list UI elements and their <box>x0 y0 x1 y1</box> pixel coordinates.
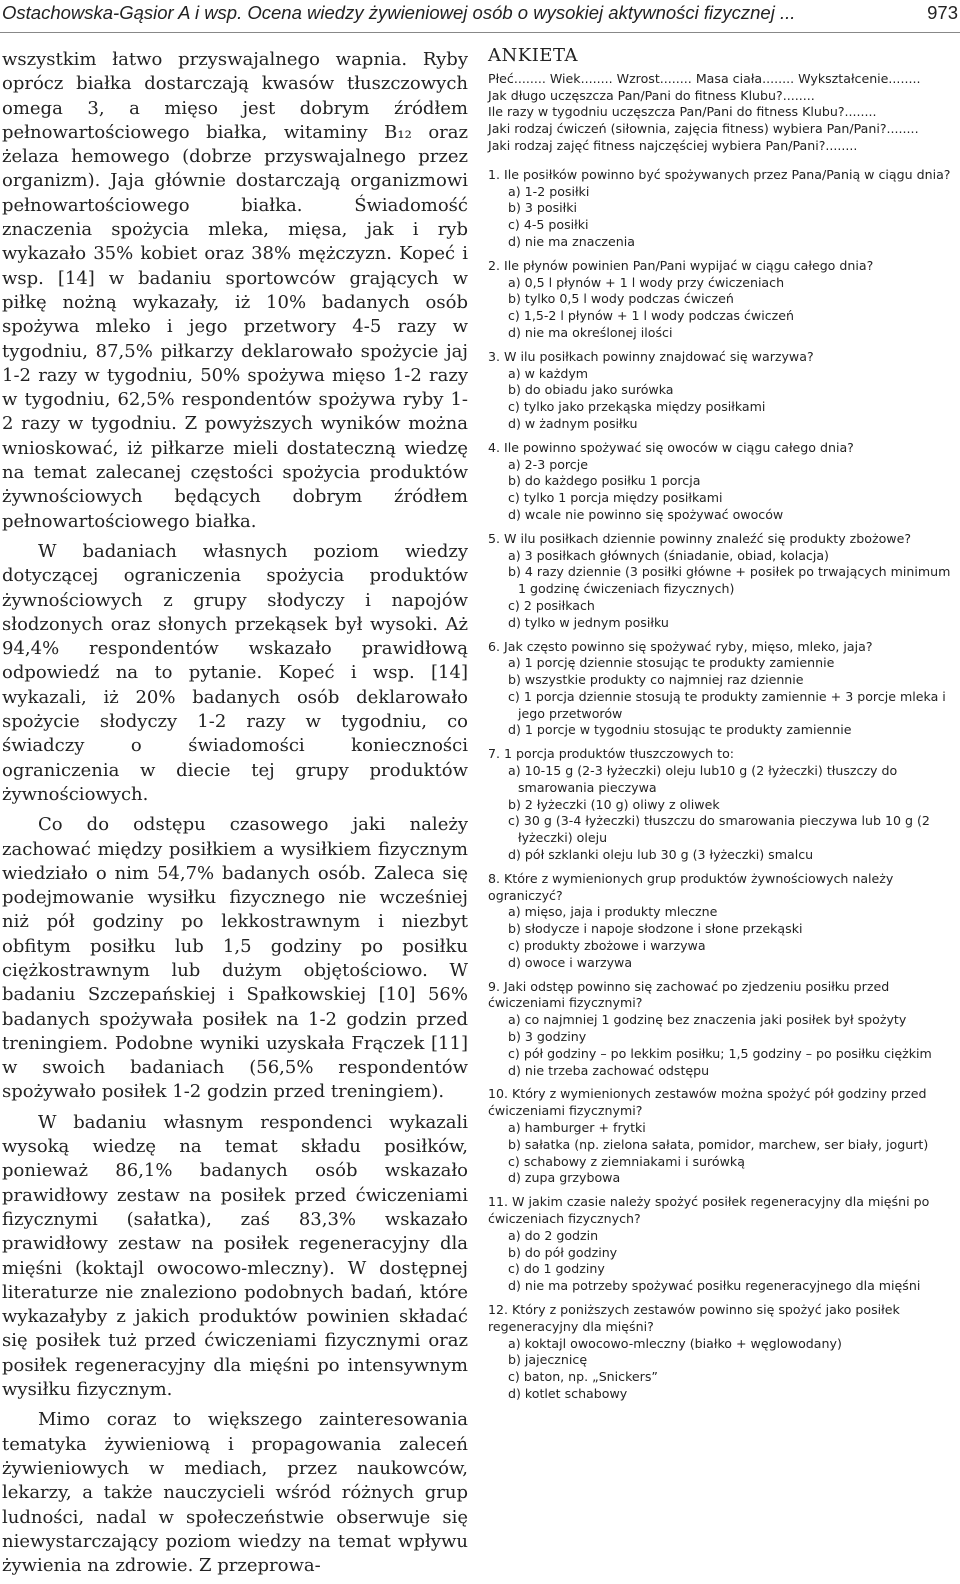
answer-option: c) baton, np. „Snickers” <box>508 1369 658 1385</box>
question-text: 7. 1 porcja produktów tłuszczowych to: <box>488 746 735 762</box>
survey-questions <box>488 167 958 1403</box>
question-text: 3. W ilu posiłkach powinny znajdować się warzywa? <box>488 348 814 364</box>
answer-option: a) koktajl owocowo-mleczny (białko + węglowodany) <box>508 1335 842 1351</box>
question-text: 4. Ile powinno spożywać się owoców w ciągu całego dnia? <box>488 439 854 455</box>
answer-option: a) 1-2 posiłki <box>508 183 590 199</box>
page-header <box>0 0 960 28</box>
survey-question <box>488 258 958 342</box>
survey-column <box>488 45 958 1410</box>
answer-option: d) nie trzeba zachować odstępu <box>508 1062 710 1078</box>
body-paragraph: Mimo coraz to większego zainteresowania tematyka żywieniową i propagowania zaleceń żywieniowych w mediach, przez naukowców, lekarzy, a także nauczycieli wśród różnych grup ludności, nadal w społeczeństwie obserwuje się niewystarczający poziom wiedzy na temat wpływu żywienia na zdrowie. Z przeprowa- <box>2 1409 468 1577</box>
question-text: 6. Jak często powinno się spożywać ryby, mięso, mleko, jaja? <box>488 638 873 654</box>
question-text: 2. Ile płynów powinien Pan/Pani wypijać w ciągu całego dnia? <box>488 257 874 273</box>
answer-option: c) 2 posiłkach <box>508 597 595 613</box>
answer-option: c) 30 g (3-4 łyżeczki) tłuszczu do smarowania pieczywa lub 10 g (2 łyżeczki) oleju <box>508 813 930 846</box>
answer-options <box>508 655 958 739</box>
survey-question <box>488 531 958 632</box>
answer-option: d) zupa grzybowa <box>508 1170 621 1186</box>
answer-option: a) 10-15 g (2-3 łyżeczki) oleju lub10 g (2 łyżeczki) tłuszczy do smarowania pieczywa <box>508 763 898 795</box>
answer-option: a) hamburger + frytki <box>508 1120 646 1136</box>
answer-option: d) pół szklanki oleju lub 30 g (3 łyżeczki) smalcu <box>508 847 814 863</box>
answer-option: b) do obiadu jako surówka <box>508 382 674 398</box>
answer-option: b) 3 posiłki <box>508 200 578 216</box>
answer-option: a) 2-3 porcje <box>508 456 588 472</box>
answer-option: c) 1,5-2 l płynów + 1 l wody podczas ćwiczeń <box>508 308 794 324</box>
answer-option: b) 4 razy dziennie (3 posiłki główne + posiłek po trwających minimum 1 godzinę ćwiczeniach fizycznych) <box>508 564 951 597</box>
answer-option: d) 1 porcje w tygodniu stosując te produkty zamiennie <box>508 722 852 738</box>
survey-metadata <box>488 71 958 155</box>
survey-question <box>488 1302 958 1403</box>
answer-option: a) w każdym <box>508 365 589 381</box>
answer-options <box>508 548 958 632</box>
answer-option: d) owoce i warzywa <box>508 954 633 970</box>
answer-option: c) 1 porcja dziennie stosują te produkty zamiennie + 3 porcje mleka i jego przetworów <box>508 688 946 721</box>
survey-question <box>488 1194 958 1295</box>
answer-option: d) nie ma potrzeby spożywać posiłku regeneracyjnego dla mięśni <box>508 1278 921 1294</box>
question-text: 9. Jaki odstęp powinno się zachować po zjedzeniu posiłku przed ćwiczeniami fizycznymi? <box>488 978 890 1011</box>
survey-question <box>488 871 958 972</box>
answer-options <box>508 1120 958 1187</box>
answer-option: b) do każdego posiłku 1 porcja <box>508 473 701 489</box>
answer-options <box>508 904 958 971</box>
answer-options <box>508 275 958 342</box>
answer-option: a) co najmniej 1 godzinę bez znaczenia jaki posiłek był spożyty <box>508 1012 907 1028</box>
answer-option: b) 3 godziny <box>508 1029 587 1045</box>
answer-option: d) nie ma określonej ilości <box>508 324 673 340</box>
metadata-line: Jak długo uczęszcza Pan/Pani do fitness Klubu?........ <box>488 87 815 103</box>
metadata-line: Ile razy w tygodniu uczęszcza Pan/Pani do fitness Klubu?........ <box>488 104 877 120</box>
answer-options <box>508 1228 958 1295</box>
survey-question <box>488 639 958 740</box>
metadata-line: Jaki rodzaj zajęć fitness najczęściej wybiera Pan/Pani?........ <box>488 137 858 153</box>
question-text: 12. Który z poniższych zestawów powinno się spożyć jako posiłek regeneracyjny dla mięśni? <box>488 1301 900 1334</box>
answer-option: c) 4-5 posiłki <box>508 217 589 233</box>
answer-options <box>508 184 958 251</box>
answer-option: d) nie ma znaczenia <box>508 233 635 249</box>
answer-options <box>508 763 958 864</box>
answer-option: b) do pół godziny <box>508 1244 618 1260</box>
survey-title: ANKIETA <box>488 45 578 66</box>
metadata-line: Płeć........ Wiek........ Wzrost........ Masa ciała........ Wykształcenie........ <box>488 70 921 86</box>
survey-question <box>488 167 958 251</box>
answer-option: c) pół godziny – po lekkim posiłku; 1,5 godziny – po posiłku ciężkim <box>508 1045 932 1061</box>
survey-question <box>488 440 958 524</box>
answer-option: a) 0,5 l płynów + 1 l wody przy ćwiczeniach <box>508 274 785 290</box>
answer-options <box>508 1012 958 1079</box>
answer-option: b) jajecznicę <box>508 1352 588 1368</box>
running-title: Ostachowska-Gąsior A i wsp. Ocena wiedzy żywieniowej osób o wysokiej aktywności fizycznej ... <box>2 2 796 23</box>
question-text: 1. Ile posiłków powinno być spożywanych przez Pana/Panią w ciągu dnia? <box>488 166 951 182</box>
answer-option: b) sałatka (np. zielona sałata, pomidor, marchew, ser biały, jogurt) <box>508 1136 929 1152</box>
answer-option: d) tylko w jednym posiłku <box>508 614 669 630</box>
answer-option: c) do 1 godziny <box>508 1261 605 1277</box>
answer-option: d) kotlet schabowy <box>508 1385 628 1401</box>
answer-option: a) do 2 godzin <box>508 1227 599 1243</box>
metadata-line: Jaki rodzaj ćwiczeń (siłownia, zajęcia fitness) wybiera Pan/Pani?........ <box>488 121 919 137</box>
question-text: 8. Które z wymienionych grup produktów żywnościowych należy ograniczyć? <box>488 870 894 903</box>
answer-option: c) produkty zbożowe i warzywa <box>508 938 706 954</box>
body-paragraph: Co do odstępu czasowego jaki należy zachować między posiłkiem a wysiłkiem fizycznym wiedziało o nim 54,7% badanych osób. Zaleca się podejmowanie wysiłku fizycznego nie wcześniej niż pół godziny po lekkostrawnym i niezbyt obfitym posiłku lub 1,5 godziny po posiłku ciężkostrawnym lub dużym objętościowo. W badaniu Szczepańskiej i Spałkowskiej [10] 56% badanych spożywała posiłek na 1-2 godzin przed treningiem. Podobne wyniki uzyskała Frączek [11] w swoich badaniach (56,5% respondentów spożywało posiłek 1-2 godzin przed treningiem). <box>2 814 468 1103</box>
answer-option: d) w żadnym posiłku <box>508 415 638 431</box>
answer-option: b) 2 łyżeczki (10 g) oliwy z oliwek <box>508 796 720 812</box>
survey-question <box>488 746 958 864</box>
answer-option: b) tylko 0,5 l wody podczas ćwiczeń <box>508 291 734 307</box>
answer-options <box>508 457 958 524</box>
left-column-text <box>2 48 468 1584</box>
answer-option: b) wszystkie produkty co najmniej raz dziennie <box>508 672 804 688</box>
answer-option: a) 3 posiłkach głównych (śniadanie, obiad, kolacja) <box>508 547 829 563</box>
survey-question <box>488 349 958 433</box>
body-paragraph: W badaniach własnych poziom wiedzy dotyczącej ograniczenia spożycia produktów żywnościowych z grupy słodyczy i napojów słodzonych oraz słonych przekąsek był wysoki. Aż 94,4% respondentów wskazało prawidłową odpowiedź na to pytanie. Kopeć i wsp. [14] wykazali, iż 20% badanych osób deklarowało spożycie słodyczy 1-2 razy w tygodniu, co świadczy o świadomości konieczności ograniczenia w diecie tej grupy produktów żywnościowych. <box>2 540 468 805</box>
answer-option: a) 1 porcję dziennie stosując te produkty zamiennie <box>508 655 835 671</box>
answer-option: c) schabowy z ziemniakami i surówką <box>508 1153 745 1169</box>
question-text: 5. W ilu posiłkach dziennie powinny znaleźć się produkty zbożowe? <box>488 530 912 546</box>
page-number: 973 <box>927 2 958 23</box>
answer-option: b) słodycze i napoje słodzone i słone przekąski <box>508 921 803 937</box>
answer-option: c) tylko jako przekąska między posiłkami <box>508 399 766 415</box>
question-text: 11. W jakim czasie należy spożyć posiłek regeneracyjny dla mięśni po ćwiczeniach fizycznych? <box>488 1194 930 1226</box>
answer-option: d) wcale nie powinno się spożywać owoców <box>508 506 784 522</box>
answer-option: c) tylko 1 porcja między posiłkami <box>508 490 723 506</box>
header-rule <box>0 32 960 33</box>
body-paragraph: W badaniu własnym respondenci wykazali wysoką wiedzę na temat składu posiłków, ponieważ 86,1% badanych osób wskazało prawidłowy zestaw na posiłek przed ćwiczeniami fizycznymi (sałatka), zaś 83,3% wskazało prawidłowy zestaw na posiłek regeneracyjny dla mięśni (koktajl owocowo-mleczny). W dostępnej literaturze nie znaleziono podobnych badań, które wykazałyby z jakich produktów powinien składać się posiłek tuż przed ćwiczeniami fizycznymi oraz posiłek regeneracyjny dla mięśni po intensywnym wysiłku fizycznym. <box>2 1111 468 1401</box>
survey-question <box>488 979 958 1080</box>
answer-options <box>508 1336 958 1403</box>
question-text: 10. Który z wymienionych zestawów można spożyć pół godziny przed ćwiczeniami fizycznymi? <box>488 1086 927 1119</box>
answer-option: a) mięso, jaja i produkty mleczne <box>508 904 718 920</box>
body-paragraph: wszystkim łatwo przyswajalnego wapnia. Ryby oprócz białka dostarczają kwasów tłuszczowych omega 3, a mięso jest dobrym źródłem pełnowartościowego białka, witaminy B₁₂ oraz żelaza hemowego (dobrze przyswajalnego przez organizm). Jaja głównie dostarczają organizmowi pełnowartościowego białka. Świadomość znaczenia spożycia mleka, mięsa, jak i ryb wykazało 35% kobiet oraz 38% mężczyzn. Kopeć i wsp. [14] w badaniu sportowców grających w piłkę nożną wykazały, iż 10% badanych osób spożywa mleko i jego przetwory 4-5 razy w tygodniu, 87,5% piłkarzy deklarowało spożycie jaj 1-2 razy w tygodniu, 50% spożywa mięso 1-2 razy w tygodniu, 62,5% respondentów spożywa ryby 1-2 razy w tygodniu. Z powyższych wyników można wnioskować, iż piłkarze mieli dostateczną wiedzę na temat zalecanej częstości spożycia produktów żywnościowych będących dobrym źródłem pełnowartościowego białka. <box>2 49 468 532</box>
answer-options <box>508 366 958 433</box>
survey-question <box>488 1086 958 1187</box>
